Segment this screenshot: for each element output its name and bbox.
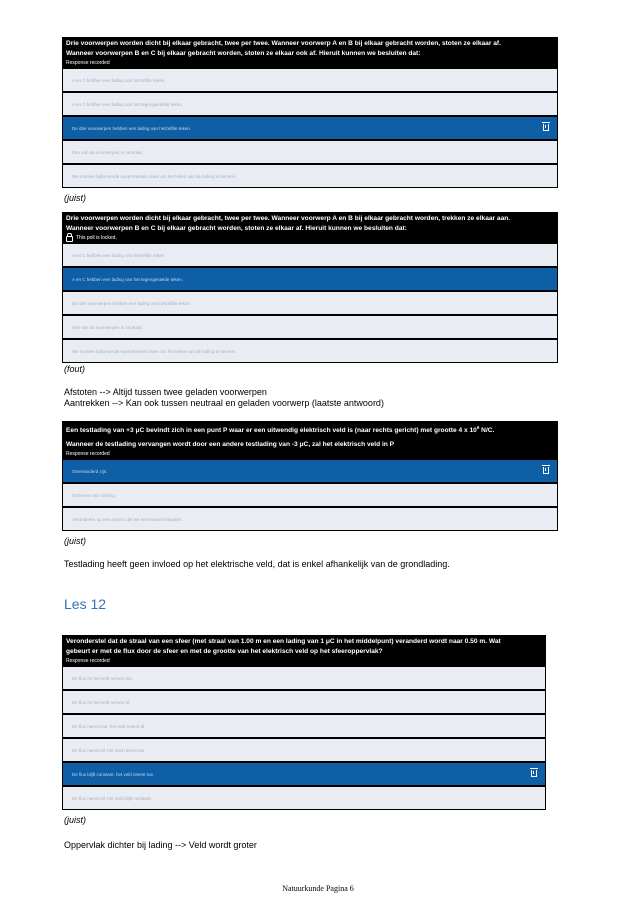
poll-option[interactable] — [63, 165, 557, 187]
poll-status-label: Response recorded — [66, 451, 110, 458]
option-label: A en C hebben een lading van het tegengestelde teken. — [72, 276, 183, 282]
poll-status — [66, 233, 554, 244]
delete-response-icon[interactable] — [531, 770, 537, 777]
exponent: 6 — [476, 425, 480, 430]
poll-option[interactable] — [63, 93, 557, 115]
option-label: Omkeren van richting. — [72, 492, 117, 498]
poll-options — [62, 667, 546, 810]
option-label: De flux en het veld nemen af. — [72, 699, 131, 705]
option-label: De flux neemt toe, het veld neemt af. — [72, 723, 146, 729]
poll-option[interactable] — [63, 691, 545, 713]
option-label: Onveranderd zijn. — [72, 468, 108, 474]
poll-option[interactable] — [63, 508, 557, 530]
poll-options — [62, 244, 558, 363]
poll-status — [66, 449, 554, 460]
option-label: De flux blijft constant, het veld neemt toe. — [72, 771, 155, 777]
option-label: De flux en het veld nemen toe. — [72, 675, 134, 681]
poll-option[interactable] — [63, 715, 545, 737]
option-label: A en C hebben een lading van hetzelfde teken. — [72, 77, 166, 83]
option-label: De flux neemt af, het veld blijft constant. — [72, 795, 152, 801]
poll-4 — [62, 635, 546, 810]
option-label: A en C hebben een lading van hetzelfde teken. — [72, 252, 166, 258]
option-label: De drie voorwerpen hebben een lading van hetzelfde teken. — [72, 300, 192, 306]
poll-option[interactable] — [63, 141, 557, 163]
poll-question-line-2: Wanneer de testlading vervangen wordt door een andere testlading van -3 μC, zal het elektrisch veld in P — [66, 440, 395, 448]
poll-1 — [62, 37, 558, 188]
poll-2 — [62, 212, 558, 363]
poll-header — [62, 212, 558, 244]
poll-option — [63, 316, 557, 338]
note-afstoten: Afstoten --> Altijd tussen twee geladen voorwerpen — [64, 387, 267, 397]
poll-option — [63, 244, 557, 266]
verdict-3: (juist) — [64, 536, 86, 546]
question-line-1-end: N/C. — [479, 427, 495, 435]
option-label: We moeten bijkomende experimenten doen om het teken van de lading te kennen. — [72, 173, 237, 179]
option-label: De flux neemt af, het veld neemt toe. — [72, 747, 146, 753]
poll-option-selected — [63, 268, 557, 290]
page-footer: Natuurkunde Pagina 6 — [282, 884, 354, 893]
poll-status-label: Response recorded — [66, 60, 110, 66]
poll-question: Drie voorwerpen worden dicht bij elkaar gebracht, twee per twee. Wanneer voorwerp A en B bij elkaar gebracht worden, stoten ze elkaar af. Wanneer voorwerpen B en C bij elkaar gebracht worden, stoten ze elkaar ook af. Hieruit kunnen we besluiten dat: — [66, 40, 501, 57]
poll-status-label: This poll is locked. — [76, 235, 117, 241]
poll-question: Drie voorwerpen worden dicht bij elkaar gebracht, twee per twee. Wanneer voorwerp A en B bij elkaar gebracht worden, trekken ze elkaar aan. Wanneer voorwerpen B en C bij elkaar gebracht worden, stoten ze elkaar af. Hieruit kunnen we besluiten dat: — [66, 215, 511, 232]
poll-question: Veronderstel dat de straal van een sfeer (met straal van 1.00 m en een lading van 1 μC in het middelpunt) veranderd wordt naar 0.50 m. Wat gebeurt er met de flux door de sfeer en met de grootte van het elektrisch veld op het sfeeroppervlak? — [66, 638, 501, 655]
verdict-4: (juist) — [64, 815, 86, 825]
poll-option-selected[interactable] — [63, 117, 557, 139]
poll-option[interactable] — [63, 69, 557, 91]
lock-icon — [66, 236, 73, 242]
poll-header — [62, 635, 546, 667]
poll-option[interactable] — [63, 739, 545, 761]
verdict-2: (fout) — [64, 364, 86, 374]
poll-status-label: Response recorded — [66, 658, 110, 664]
option-label: Een van de voorwerpen is neutraal. — [72, 324, 143, 330]
option-label: A en C hebben een lading van het tegengestelde teken. — [72, 101, 183, 107]
delete-response-icon[interactable] — [543, 124, 549, 131]
poll-option — [63, 340, 557, 362]
poll-option[interactable] — [63, 787, 545, 809]
note-oppervlak: Oppervlak dichter bij lading --> Veld wordt groter — [64, 840, 257, 850]
option-label: Een van de voorwerpen is neutraal. — [72, 149, 143, 155]
poll-option-selected[interactable] — [63, 763, 545, 785]
poll-options — [62, 460, 558, 531]
section-heading: Les 12 — [64, 596, 107, 612]
note-aantrekken: Aantrekken --> Kan ook tussen neutraal en geladen voorwerp (laatste antwoord) — [64, 398, 384, 408]
question-line-1: Een testlading van +3 μC bevindt zich in een punt P waar er een uitwendig elektrisch veld is (naar rechts gericht) met grootte 4 x 10 — [66, 427, 477, 435]
poll-option[interactable] — [63, 667, 545, 689]
poll-status — [66, 58, 554, 69]
note-testlading: Testlading heeft geen invloed op het elektrische veld, dat is enkel afhankelijk van de grondlading. — [64, 559, 450, 569]
poll-option — [63, 292, 557, 314]
poll-header — [62, 421, 558, 460]
poll-option-selected[interactable] — [63, 460, 557, 482]
verdict-1: (juist) — [64, 193, 86, 203]
poll-question — [66, 423, 554, 436]
poll-option[interactable] — [63, 484, 557, 506]
option-label: De drie voorwerpen hebben een lading van hetzelfde teken. — [72, 125, 192, 131]
poll-3 — [62, 421, 558, 531]
delete-response-icon[interactable] — [543, 467, 549, 474]
poll-options — [62, 69, 558, 188]
poll-status — [66, 656, 542, 667]
option-label: We moeten bijkomende experimenten doen om het teken van de lading te kennen. — [72, 348, 237, 354]
option-label: Veranderen op een manier die we niet kunnen bepalen. — [72, 516, 183, 522]
poll-header — [62, 37, 558, 69]
